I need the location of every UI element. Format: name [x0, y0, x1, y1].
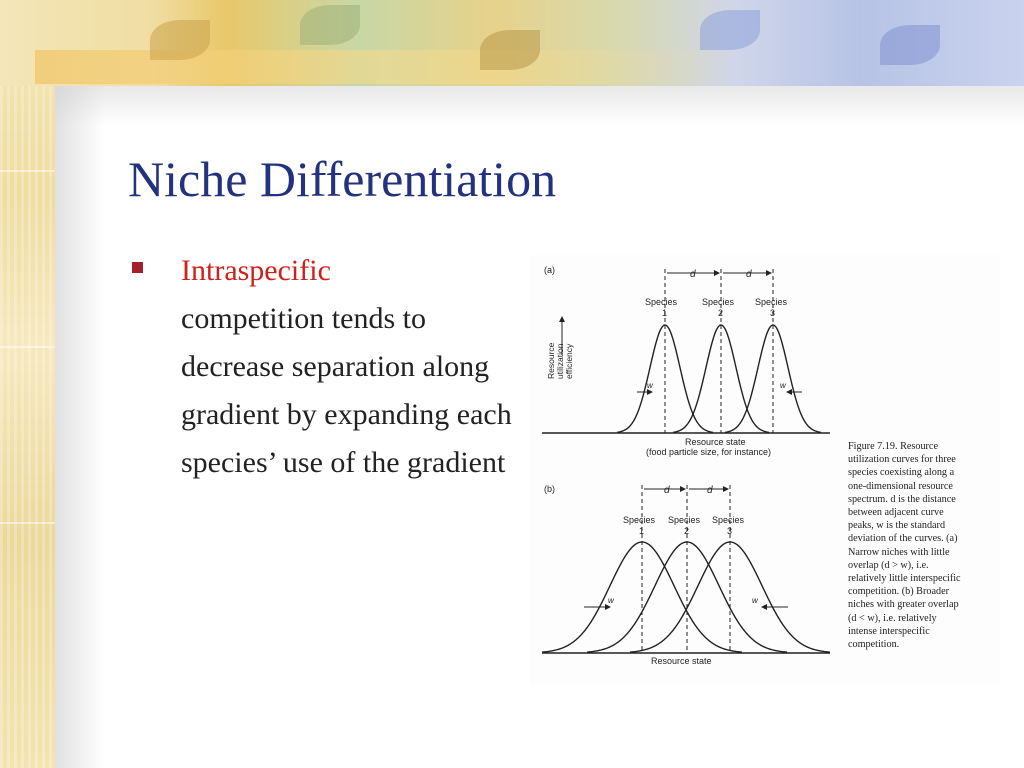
caption-line: (d < w), i.e. relatively [848, 612, 937, 624]
panel-a-species-number-3: 3 [770, 308, 776, 318]
panel-b-species-label-3: Species [712, 515, 745, 525]
panel-a-distance-label-2: d [746, 269, 752, 280]
caption-line: spectrum. d is the distance [848, 493, 956, 505]
panel-b-x-label: Resource state [651, 656, 712, 666]
panel-a-y-label-line-3: efficiency [564, 343, 574, 379]
panel-a-width-label-1: w [647, 381, 653, 390]
leaf-decoration [700, 10, 760, 50]
panel-a-label: (a) [544, 265, 555, 275]
panel-b-species-label-2: Species [668, 515, 701, 525]
caption-line: competition. (b) Broader [848, 586, 949, 598]
panel-b-distance-label-2: d [707, 485, 713, 496]
panel-b-label: (b) [544, 484, 555, 494]
niche-figure [530, 255, 1000, 685]
leaf-decoration [150, 20, 210, 60]
figure-caption [848, 440, 1000, 651]
caption-line: niches with greater overlap [848, 599, 959, 611]
panel-a-species-label-3: Species [755, 297, 788, 307]
caption-line: utilization curves for three [848, 454, 956, 466]
leaf-decoration [480, 30, 540, 70]
panel-a-width-label-2: w [780, 381, 786, 390]
banner-strip [35, 50, 735, 84]
caption-line: Figure 7.19. Resource [848, 441, 938, 452]
panel-b-species-number-2: 2 [684, 526, 690, 536]
leaf-decoration [880, 25, 940, 65]
top-decorative-banner [0, 0, 1024, 86]
caption-line: Narrow niches with little [848, 546, 950, 558]
panel-a-x-label: Resource state [685, 437, 746, 447]
panel-a-species-number-1: 1 [662, 308, 668, 318]
caption-line: deviation of the curves. (a) [848, 533, 958, 545]
bullet-highlight: Intraspecific [181, 254, 331, 287]
bullet-body: competition tends to decrease separation along gradient by expanding each species’ use of the gradient [181, 302, 512, 479]
panel-a-species-label-2: Species [702, 297, 735, 307]
panel-b-species-number-3: 3 [727, 526, 733, 536]
panel-a-species-label-1: Species [645, 297, 678, 307]
caption-line: relatively little interspecific [848, 573, 961, 585]
panel-b-width-label-2: w [752, 596, 758, 605]
caption-line: one-dimensional resource [848, 480, 953, 492]
panel-b-species-number-1: 1 [639, 526, 645, 536]
slide-title: Niche Differentiation [128, 151, 557, 207]
caption-line: competition. [848, 639, 900, 651]
panel-a-y-label-line-2: utilization [555, 343, 565, 379]
panel-a-distance-label-1: d [690, 269, 696, 280]
leaf-decoration [300, 5, 360, 45]
panel-b-width-label-1: w [608, 596, 614, 605]
panel-a [542, 269, 830, 433]
panel-b-distance-label-1: d [664, 485, 670, 496]
panel-b-species-label-1: Species [623, 515, 656, 525]
bullet-point [181, 247, 521, 487]
caption-line: peaks, w is the standard [848, 520, 946, 532]
banner-shadow [55, 86, 1024, 126]
left-shadow [55, 85, 105, 768]
bullet-marker-icon [132, 262, 143, 273]
panel-a-species-number-2: 2 [718, 308, 724, 318]
panel-a-y-label-line-1: Resource [546, 342, 556, 379]
panel-a-x-sublabel: (food particle size, for instance) [646, 447, 772, 457]
caption-line: between adjacent curve [848, 507, 944, 519]
caption-line: overlap (d > w), i.e. [848, 559, 929, 571]
caption-line: intense interspecific [848, 625, 930, 637]
left-decorative-bar [0, 0, 55, 768]
panel-b [542, 485, 830, 653]
caption-line: species coexisting along a [848, 467, 955, 479]
